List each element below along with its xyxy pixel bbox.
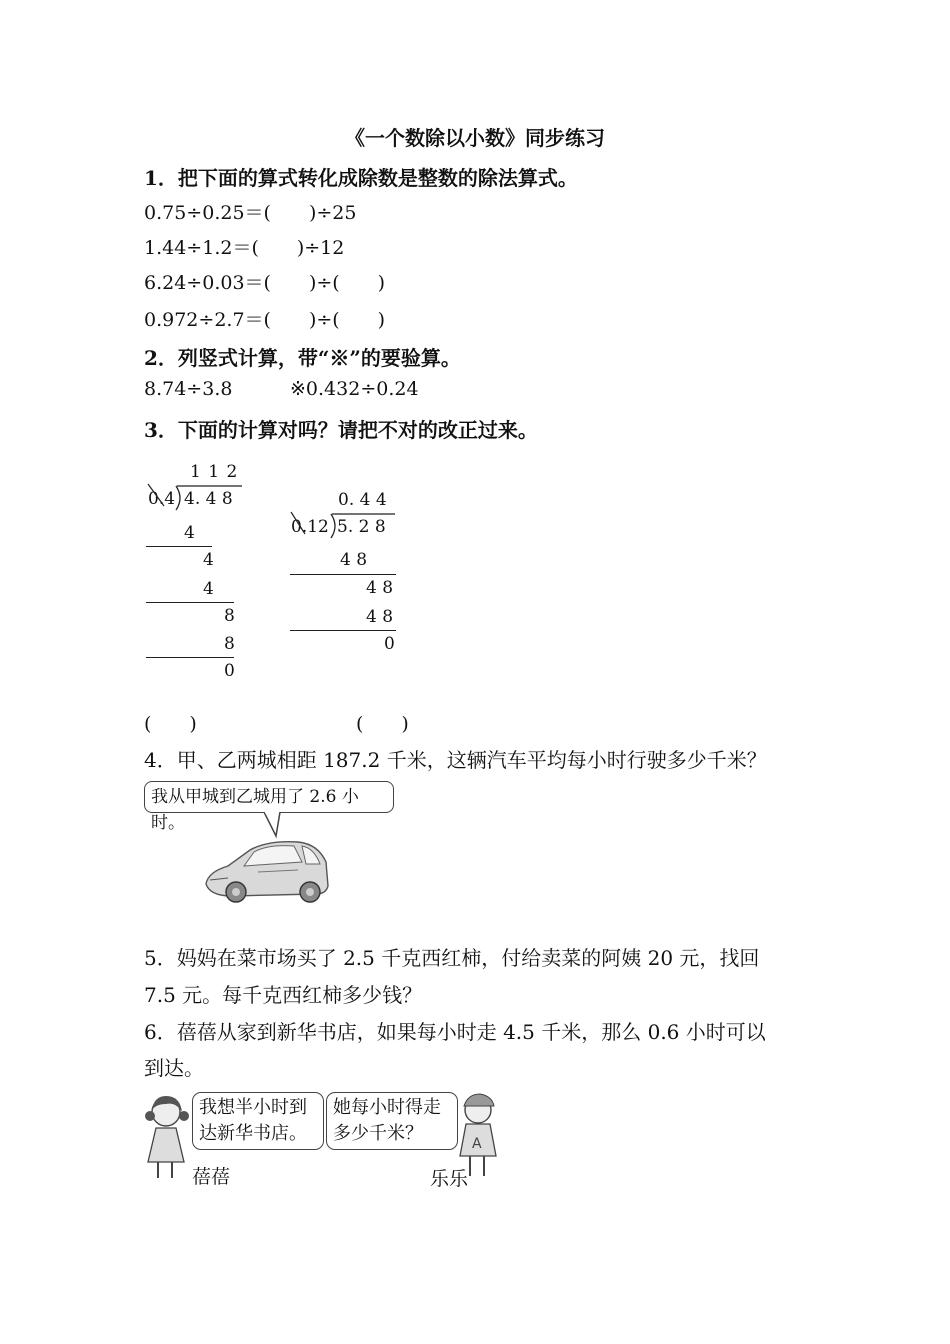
division-1-step-3: 4 <box>203 579 214 599</box>
division-2-quotient: 0. 4 4 <box>338 490 387 510</box>
division-1-rule-3 <box>146 657 234 658</box>
q4-speech-bubble <box>144 781 394 833</box>
division-1-step-1: 4 <box>184 523 195 543</box>
q1-line-4: 0.972÷2.7＝( )÷( ) <box>144 309 386 331</box>
q1-line-1: 0.75÷0.25＝( )÷25 <box>144 202 357 224</box>
division-2-divisor: 0.12 <box>291 517 329 537</box>
bubble-beibei <box>192 1092 324 1150</box>
division-2-step-4: 0 <box>384 634 395 654</box>
q3-answer-blank-1: ( ) <box>144 713 197 735</box>
division-1-rule-2 <box>146 602 234 603</box>
q4-text: 4．甲、乙两城相距 187.2 千米，这辆汽车平均每小时行驶多少千米？ <box>144 748 767 772</box>
car-icon <box>198 832 338 912</box>
division-1-dividend: 4. 4 8 <box>184 489 233 509</box>
name-beibei: 蓓蓓 <box>192 1166 231 1188</box>
girl-icon <box>144 1090 192 1186</box>
bubble-lele <box>326 1092 458 1150</box>
q2-heading: 2．列竖式计算，带“※”的要验算。 <box>144 346 461 370</box>
q6-line-1: 6．蓓蓓从家到新华书店，如果每小时走 4.5 千米，那么 0.6 小时可以 <box>144 1020 766 1044</box>
q2-item-b: ※0.432÷0.24 <box>290 378 419 400</box>
bubble-lele-line-1: 她每小时得走 <box>333 1097 441 1118</box>
bubble-lele-line-2: 多少千米？ <box>333 1123 423 1144</box>
division-2-dividend: 5. 2 8 <box>337 517 386 537</box>
division-2-step-3: 4 8 <box>366 607 394 627</box>
q3-answer-blank-2: ( ) <box>356 713 409 735</box>
division-1-quotient: 1 1 2 <box>190 462 239 482</box>
division-2-step-2: 4 8 <box>366 578 394 598</box>
bubble-beibei-line-2: 达新华书店。 <box>199 1123 307 1144</box>
division-1-step-4: 8 <box>224 606 235 626</box>
q5-line-2: 7.5 元。每千克西红柿多少钱？ <box>144 983 423 1007</box>
q1-line-2: 1.44÷1.2＝( )÷12 <box>144 237 345 259</box>
q1-line-3: 6.24÷0.03＝( )÷( ) <box>144 272 386 294</box>
q2-item-a: 8.74÷3.8 <box>144 378 233 400</box>
q4-bubble-text: 我从甲城到乙城用了 2.6 小时。 <box>151 787 359 833</box>
svg-text:A: A <box>472 1136 482 1152</box>
q6-line-2: 到达。 <box>144 1056 204 1080</box>
division-1-step-6: 0 <box>224 661 235 681</box>
bubble-beibei-line-1: 我想半小时到 <box>199 1097 307 1118</box>
name-lele: 乐乐 <box>430 1168 469 1190</box>
division-1-step-5: 8 <box>224 634 235 654</box>
division-1-divisor: 0.4 <box>148 489 176 509</box>
q1-heading: 1．把下面的算式转化成除数是整数的除法算式。 <box>144 166 578 190</box>
division-2-step-1: 4 8 <box>340 550 368 570</box>
q3-heading: 3．下面的计算对吗？请把不对的改正过来。 <box>144 418 538 442</box>
page-title: 《一个数除以小数》同步练习 <box>345 126 605 150</box>
division-1-step-2: 4 <box>203 550 214 570</box>
division-2-rule-1 <box>290 574 396 575</box>
division-1-rule-1 <box>146 546 212 547</box>
q5-line-1: 5．妈妈在菜市场买了 2.5 千克西红柿，付给卖菜的阿姨 20 元，找回 <box>144 946 760 970</box>
division-2-rule-2 <box>290 630 396 631</box>
